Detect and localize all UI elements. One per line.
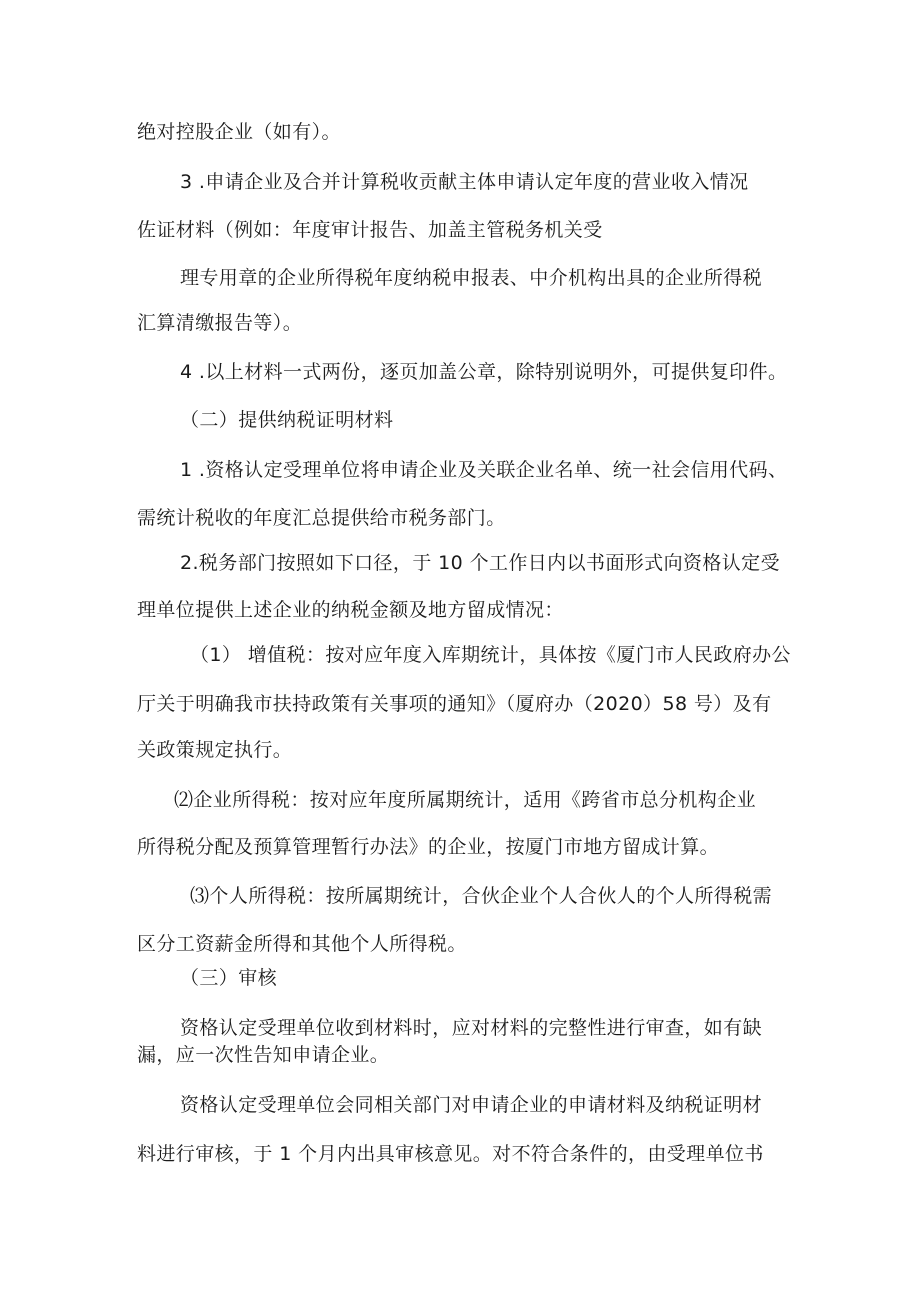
text-line: 漏，应一次性告知申请企业。: [137, 1044, 390, 1066]
section-heading: （二）提供纳税证明材料: [180, 409, 394, 431]
text-line: 汇算清缴报告等）。: [137, 312, 303, 334]
text-line: 4 .以上材料一式两份，逐页加盖公章，除特别说明外，可提供复印件。: [180, 361, 788, 383]
text-line: ⑵企业所得税：按对应年度所属期统计，适用《跨省市总分机构企业: [174, 789, 757, 811]
text-line: 资格认定受理单位会同相关部门对申请企业的申请材料及纳税证明材: [180, 1094, 763, 1116]
text-line: 区分工资薪金所得和其他个人所得税。: [137, 933, 467, 955]
text-line: 佐证材料（例如：年度审计报告、加盖主管税务机关受: [137, 219, 603, 241]
section-heading: （三）审核: [180, 967, 278, 989]
text-line: 需统计税收的年度汇总提供给市税务部门。: [137, 507, 506, 529]
text-line: 资格认定受理单位收到材料时，应对材料的完整性进行审查，如有缺: [180, 1017, 763, 1039]
text-line: 关政策规定执行。: [137, 739, 293, 761]
text-line: （1） 增值税：按对应年度入库期统计，具体按《厦门市人民政府办公: [190, 644, 791, 666]
text-line: 3 .申请企业及合并计算税收贡献主体申请认定年度的营业收入情况: [180, 171, 749, 193]
text-line: 料进行审核，于 1 个月内出具审核意见。对不符合条件的，由受理单位书: [137, 1143, 764, 1165]
text-line: 厅关于明确我市扶持政策有关事项的通知》（厦府办（2020）58 号）及有: [137, 693, 772, 715]
text-line: 绝对控股企业（如有）。: [137, 121, 341, 143]
text-line: 2.税务部门按照如下口径，于 10 个工作日内以书面形式向资格认定受: [180, 552, 780, 574]
text-line: 理单位提供上述企业的纳税金额及地方留成情况：: [137, 599, 564, 621]
text-line: 1 .资格认定受理单位将申请企业及关联企业名单、统一社会信用代码、: [180, 459, 788, 481]
text-line: 理专用章的企业所得税年度纳税申报表、中介机构出具的企业所得税: [180, 267, 763, 289]
text-line: 所得税分配及预算管理暂行办法》的企业，按厦门市地方留成计算。: [137, 836, 720, 858]
text-line: ⑶个人所得税：按所属期统计，合伙企业个人合伙人的个人所得税需: [190, 885, 773, 907]
